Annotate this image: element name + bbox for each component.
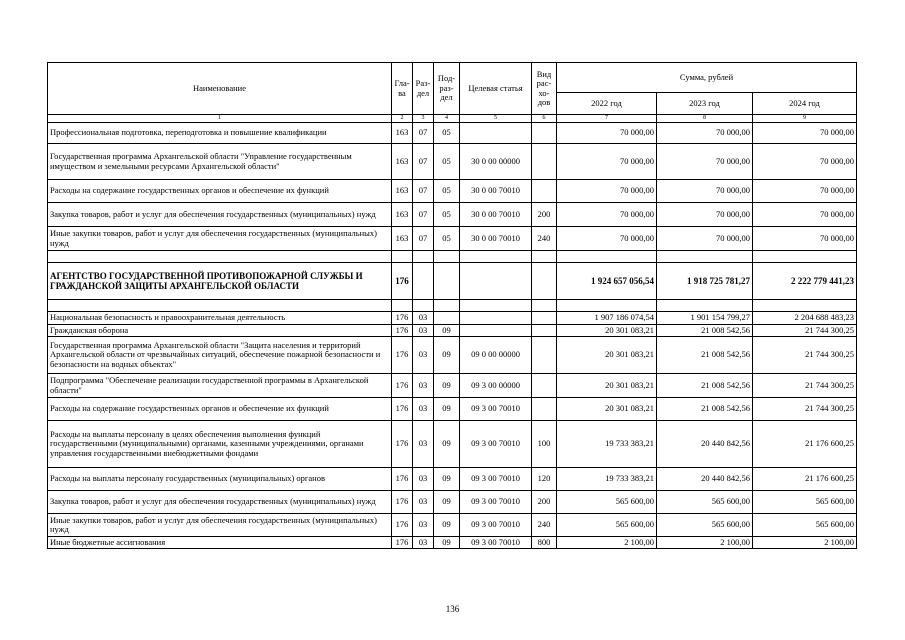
cell-glava: 176	[392, 398, 413, 421]
cell-2024: 70 000,00	[753, 227, 857, 251]
cell-razdel: 03	[413, 468, 434, 491]
cell-podrazdel	[434, 263, 460, 300]
cell-2022: 70 000,00	[557, 123, 657, 144]
cell-2024: 21 744 300,25	[753, 398, 857, 421]
table-row	[48, 337, 857, 374]
cell-2024: 565 600,00	[753, 514, 857, 537]
cell-name: Расходы на выплаты персоналу государственных (муниципальных) органов	[48, 468, 392, 491]
cell-2024: 70 000,00	[753, 203, 857, 227]
cell-podrazdel: 05	[434, 123, 460, 144]
cell-2022: 70 000,00	[557, 227, 657, 251]
cell-2023: 70 000,00	[657, 227, 753, 251]
cell-2022: 19 733 383,21	[557, 421, 657, 468]
col-number: 4	[434, 115, 460, 123]
cell-2023: 20 440 842,56	[657, 468, 753, 491]
header-2022: 2022 год	[557, 93, 657, 115]
cell-2022: 1 907 186 074,54	[557, 312, 657, 325]
cell-glava: 176	[392, 312, 413, 325]
cell-celevaya: 09 3 00 70010	[460, 421, 532, 468]
cell-podrazdel: 09	[434, 398, 460, 421]
cell-podrazdel: 05	[434, 144, 460, 180]
cell-name: Иные закупки товаров, работ и услуг для обеспечения государственных (муниципальных) нужд	[48, 514, 392, 537]
cell-razdel: 03	[413, 312, 434, 325]
table-row	[48, 123, 857, 144]
cell-vid	[532, 180, 557, 203]
cell-podrazdel: 09	[434, 514, 460, 537]
cell-razdel	[413, 300, 434, 312]
cell-vid: 120	[532, 468, 557, 491]
cell-2023: 70 000,00	[657, 123, 753, 144]
cell-2024: 70 000,00	[753, 144, 857, 180]
cell-podrazdel: 09	[434, 491, 460, 514]
cell-glava: 176	[392, 325, 413, 337]
cell-razdel: 07	[413, 203, 434, 227]
cell-2023: 21 008 542,56	[657, 398, 753, 421]
cell-vid: 200	[532, 491, 557, 514]
cell-vid	[532, 144, 557, 180]
cell-2024: 21 176 600,25	[753, 468, 857, 491]
header-podrazdel: Под-раз-дел	[434, 63, 460, 115]
table-row	[48, 227, 857, 251]
cell-name: Иные бюджетные ассигнования	[48, 537, 392, 549]
header-glava: Гла-ва	[392, 63, 413, 115]
cell-2022: 20 301 083,21	[557, 337, 657, 374]
cell-razdel: 03	[413, 514, 434, 537]
cell-name: Государственная программа Архангельской области "Защита населения и территорий Архангельской области от чрезвычайных ситуаций, обеспечение пожарной безопасности и безопасности на водных объектах"	[48, 337, 392, 374]
cell-name: Иные закупки товаров, работ и услуг для обеспечения государственных (муниципальных) нужд	[48, 227, 392, 251]
cell-vid: 240	[532, 514, 557, 537]
cell-vid: 100	[532, 421, 557, 468]
header-vid: Вид рас-хо-дов	[532, 63, 557, 115]
cell-vid	[532, 337, 557, 374]
cell-2022: 2 100,00	[557, 537, 657, 549]
cell-2022: 20 301 083,21	[557, 374, 657, 398]
table-row	[48, 398, 857, 421]
col-number: 5	[460, 115, 532, 123]
spacer-row	[48, 300, 857, 312]
cell-celevaya: 30 0 00 70010	[460, 180, 532, 203]
budget-table	[47, 62, 857, 549]
cell-vid	[532, 263, 557, 300]
table-row	[48, 374, 857, 398]
cell-razdel: 03	[413, 491, 434, 514]
cell-glava: 176	[392, 421, 413, 468]
cell-name: Закупка товаров, работ и услуг для обеспечения государственных (муниципальных) нужд	[48, 203, 392, 227]
cell-podrazdel: 09	[434, 421, 460, 468]
cell-2022: 70 000,00	[557, 203, 657, 227]
cell-2023	[657, 251, 753, 263]
cell-2023: 70 000,00	[657, 180, 753, 203]
cell-2022: 19 733 383,21	[557, 468, 657, 491]
cell-2023: 70 000,00	[657, 203, 753, 227]
cell-2023	[657, 300, 753, 312]
column-number-row	[48, 115, 857, 123]
table-row	[48, 325, 857, 337]
cell-glava: 176	[392, 537, 413, 549]
cell-2024: 70 000,00	[753, 180, 857, 203]
cell-2024: 2 100,00	[753, 537, 857, 549]
cell-podrazdel: 09	[434, 325, 460, 337]
cell-2023: 1 901 154 799,27	[657, 312, 753, 325]
cell-2024: 70 000,00	[753, 123, 857, 144]
table-row-agency	[48, 263, 857, 300]
cell-2022	[557, 300, 657, 312]
cell-podrazdel: 05	[434, 227, 460, 251]
cell-2023: 2 100,00	[657, 537, 753, 549]
header-summa: Сумма, рублей	[557, 63, 857, 93]
cell-razdel: 03	[413, 337, 434, 374]
cell-celevaya: 09 3 00 70010	[460, 514, 532, 537]
col-number: 1	[48, 115, 392, 123]
cell-celevaya: 09 3 00 70010	[460, 468, 532, 491]
col-number: 9	[753, 115, 857, 123]
cell-celevaya: 09 3 00 70010	[460, 537, 532, 549]
cell-celevaya	[460, 325, 532, 337]
cell-name: Государственная программа Архангельской области "Управление государственным имуществом и земельными ресурсами Архангельской области"	[48, 144, 392, 180]
cell-glava: 176	[392, 263, 413, 300]
table-row	[48, 421, 857, 468]
cell-name: АГЕНТСТВО ГОСУДАРСТВЕННОЙ ПРОТИВОПОЖАРНОЙ СЛУЖБЫ И ГРАЖДАНСКОЙ ЗАЩИТЫ АРХАНГЕЛЬСКОЙ ОБЛАСТИ	[48, 263, 392, 300]
cell-vid	[532, 123, 557, 144]
cell-podrazdel: 05	[434, 203, 460, 227]
cell-2024: 21 744 300,25	[753, 337, 857, 374]
cell-glava: 163	[392, 123, 413, 144]
cell-podrazdel	[434, 300, 460, 312]
cell-2023: 21 008 542,56	[657, 337, 753, 374]
cell-razdel: 03	[413, 421, 434, 468]
cell-razdel: 03	[413, 374, 434, 398]
cell-razdel	[413, 251, 434, 263]
cell-glava: 176	[392, 491, 413, 514]
cell-2024: 2 204 688 483,23	[753, 312, 857, 325]
cell-celevaya	[460, 312, 532, 325]
col-number: 6	[532, 115, 557, 123]
cell-name	[48, 251, 392, 263]
cell-glava: 163	[392, 227, 413, 251]
col-number: 7	[557, 115, 657, 123]
cell-2022: 565 600,00	[557, 491, 657, 514]
cell-glava: 163	[392, 203, 413, 227]
cell-podrazdel: 09	[434, 537, 460, 549]
cell-celevaya: 30 0 00 70010	[460, 227, 532, 251]
cell-name: Профессиональная подготовка, переподготовка и повышение квалификации	[48, 123, 392, 144]
page-number: 136	[445, 604, 460, 614]
cell-2022: 565 600,00	[557, 514, 657, 537]
cell-vid	[532, 374, 557, 398]
cell-2022: 70 000,00	[557, 144, 657, 180]
table-row	[48, 491, 857, 514]
table-row	[48, 203, 857, 227]
cell-celevaya	[460, 123, 532, 144]
cell-podrazdel	[434, 312, 460, 325]
spacer-row	[48, 251, 857, 263]
cell-2023: 565 600,00	[657, 491, 753, 514]
cell-glava: 176	[392, 337, 413, 374]
cell-razdel: 03	[413, 537, 434, 549]
cell-celevaya	[460, 263, 532, 300]
col-number: 3	[413, 115, 434, 123]
cell-glava: 163	[392, 180, 413, 203]
cell-name	[48, 300, 392, 312]
cell-name: Расходы на выплаты персоналу в целях обеспечения выполнения функций государственными (муниципальными) органами, казенными учреждениями, органами управления государственными внебюджетными фондами	[48, 421, 392, 468]
table-row	[48, 312, 857, 325]
cell-razdel	[413, 263, 434, 300]
cell-vid: 800	[532, 537, 557, 549]
cell-name: Гражданская оборона	[48, 325, 392, 337]
cell-vid: 240	[532, 227, 557, 251]
cell-razdel: 07	[413, 227, 434, 251]
table-row	[48, 180, 857, 203]
table-row	[48, 144, 857, 180]
table-row	[48, 514, 857, 537]
cell-vid	[532, 300, 557, 312]
cell-2022: 1 924 657 056,54	[557, 263, 657, 300]
cell-celevaya: 09 3 00 70010	[460, 491, 532, 514]
cell-2024: 21 744 300,25	[753, 374, 857, 398]
cell-podrazdel: 09	[434, 374, 460, 398]
cell-celevaya: 30 0 00 70010	[460, 203, 532, 227]
cell-2022: 20 301 083,21	[557, 325, 657, 337]
header-name: Наименование	[48, 63, 392, 115]
cell-podrazdel: 09	[434, 468, 460, 491]
cell-2023: 20 440 842,56	[657, 421, 753, 468]
cell-2023: 1 918 725 781,27	[657, 263, 753, 300]
cell-glava: 176	[392, 468, 413, 491]
cell-glava: 176	[392, 374, 413, 398]
cell-celevaya: 09 3 00 70010	[460, 398, 532, 421]
header-celevaya: Целевая статья	[460, 63, 532, 115]
cell-name: Закупка товаров, работ и услуг для обеспечения государственных (муниципальных) нужд	[48, 491, 392, 514]
cell-2023: 21 008 542,56	[657, 374, 753, 398]
cell-glava: 176	[392, 514, 413, 537]
cell-razdel: 03	[413, 398, 434, 421]
cell-2024	[753, 300, 857, 312]
cell-razdel: 07	[413, 123, 434, 144]
cell-2024: 565 600,00	[753, 491, 857, 514]
header-razdel: Раз-дел	[413, 63, 434, 115]
header-2023: 2023 год	[657, 93, 753, 115]
cell-celevaya: 30 0 00 00000	[460, 144, 532, 180]
cell-2022: 70 000,00	[557, 180, 657, 203]
cell-vid	[532, 325, 557, 337]
cell-2022: 20 301 083,21	[557, 398, 657, 421]
cell-podrazdel: 05	[434, 180, 460, 203]
table-row	[48, 537, 857, 549]
cell-2023: 70 000,00	[657, 144, 753, 180]
cell-name: Расходы на содержание государственных органов и обеспечение их функций	[48, 180, 392, 203]
cell-podrazdel: 09	[434, 337, 460, 374]
cell-2023: 565 600,00	[657, 514, 753, 537]
cell-razdel: 07	[413, 180, 434, 203]
cell-razdel: 07	[413, 144, 434, 180]
cell-vid	[532, 312, 557, 325]
cell-2022	[557, 251, 657, 263]
cell-name: Подпрограмма "Обеспечение реализации государственной программы в Архангельской области"	[48, 374, 392, 398]
cell-2024: 21 744 300,25	[753, 325, 857, 337]
cell-celevaya	[460, 300, 532, 312]
table-row	[48, 468, 857, 491]
col-number: 8	[657, 115, 753, 123]
cell-celevaya: 09 3 00 00000	[460, 374, 532, 398]
cell-celevaya	[460, 251, 532, 263]
cell-2023: 21 008 542,56	[657, 325, 753, 337]
cell-vid	[532, 251, 557, 263]
cell-name: Расходы на содержание государственных органов и обеспечение их функций	[48, 398, 392, 421]
cell-glava	[392, 300, 413, 312]
cell-name: Национальная безопасность и правоохранительная деятельность	[48, 312, 392, 325]
cell-glava: 163	[392, 144, 413, 180]
cell-2024: 21 176 600,25	[753, 421, 857, 468]
cell-vid: 200	[532, 203, 557, 227]
col-number: 2	[392, 115, 413, 123]
cell-glava	[392, 251, 413, 263]
cell-vid	[532, 398, 557, 421]
cell-2024	[753, 251, 857, 263]
cell-2024: 2 222 779 441,23	[753, 263, 857, 300]
cell-celevaya: 09 0 00 00000	[460, 337, 532, 374]
header-2024: 2024 год	[753, 93, 857, 115]
cell-razdel: 03	[413, 325, 434, 337]
cell-podrazdel	[434, 251, 460, 263]
